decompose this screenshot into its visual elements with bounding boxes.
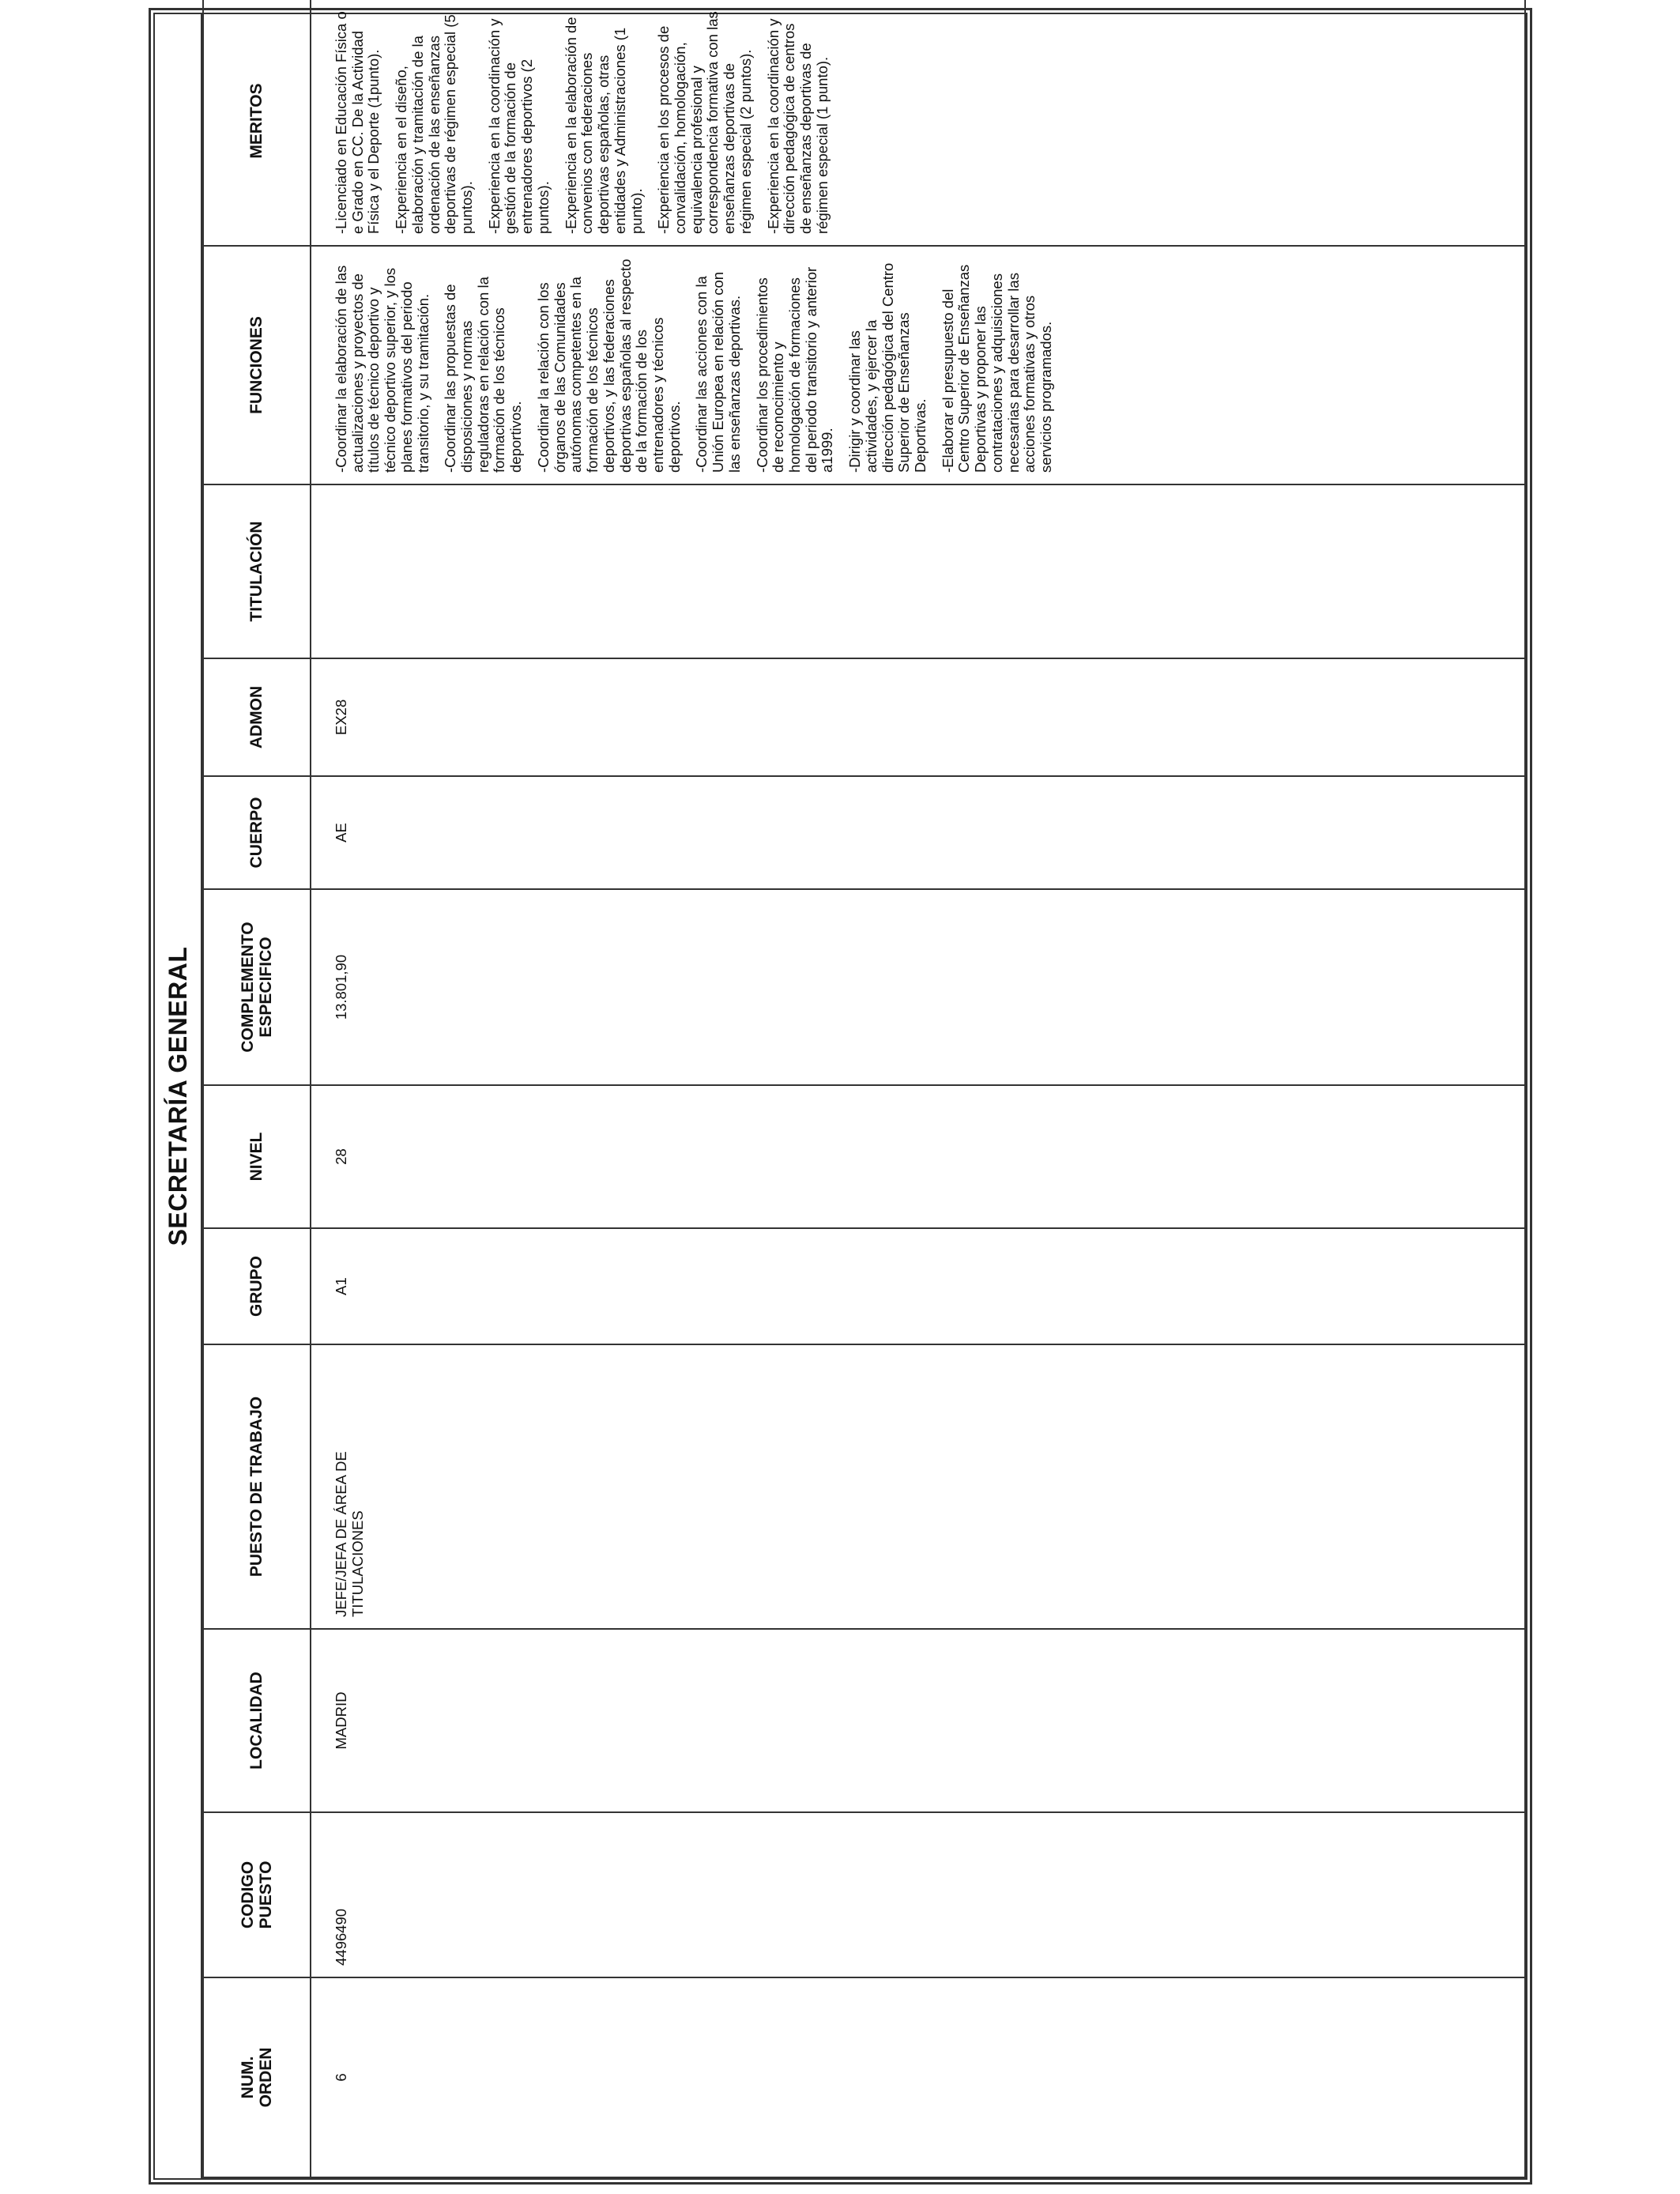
header-grupo	[203, 1228, 311, 1344]
cell-funciones	[311, 246, 1525, 484]
cell-codigo-puesto: 4496490	[311, 1812, 1525, 1977]
table-row	[311, 0, 1525, 2177]
header-funciones	[203, 246, 311, 484]
rotated-table-page	[155, 11, 1526, 2178]
header-nivel	[203, 1085, 311, 1228]
section-title: SECRETARÍA GENERAL	[155, 14, 202, 2178]
cell-grupo: A1	[311, 1228, 1525, 1344]
cell-localidad: MADRID	[311, 1629, 1525, 1812]
header-label: COMPLEMENTO ESPECIFICO	[238, 922, 275, 1053]
cell-puesto-de-trabajo: JEFE/JEFA DE ÁREA DE TITULACIONES	[311, 1344, 1525, 1629]
header-label: GRUPO	[247, 1256, 266, 1318]
header-label: CODIGO PUESTO	[238, 1860, 275, 1929]
header-label: PUESTO DE TRABAJO	[247, 1396, 266, 1578]
cell-admon: EX28	[311, 658, 1525, 776]
header-puesto-de-trabajo	[203, 1344, 311, 1629]
funciones-item: -Elaborar el presupuesto del Centro Superior de Enseñanzas Deportivas y proponer las contrataciones y adquisiciones necesarias para desarrollar las acciones formativas y otros servicios programados.	[939, 264, 1055, 473]
header-label: LOCALIDAD	[247, 1672, 266, 1770]
meritos-item: -Experiencia en la coordinación y dirección pedagógica de centros de enseñanzas deportivas de régimen especial (1 punto).	[764, 18, 831, 234]
header-row	[203, 0, 311, 2177]
header-cuerpo	[203, 776, 311, 889]
header-label: MERITOS	[247, 83, 266, 159]
header-label: FUNCIONES	[247, 316, 266, 414]
funciones-item: -Coordinar la relación con los órganos de las Comunidades autónomas competentes en la formación de los técnicos deportivos, y las federaciones deportivas españolas al respecto de la formación de los entrenadores y técnicos deportivos.	[534, 258, 683, 473]
header-label: TITULACIÓN	[247, 521, 266, 622]
funciones-item: -Coordinar las propuestas de disposiciones y normas reguladoras en relación con la formación de los técnicos deportivos.	[442, 277, 525, 473]
meritos-item: -Experiencia en el diseño, elaboración y tramitación de la ordenación de las enseñanzas deportivas de régimen especial (5 puntos).	[393, 14, 476, 234]
cell-cuerpo: AE	[311, 776, 1525, 889]
header-codigo-puesto	[203, 1812, 311, 1977]
header-label: NIVEL	[247, 1132, 266, 1182]
positions-table	[202, 0, 1526, 2178]
funciones-item: -Coordinar la elaboración de las actualizaciones y proyectos de títulos de técnico deportivo y técnico deportivo superior, y los planes formativos del periodo transitorio, y su tramitación.	[333, 265, 431, 473]
header-label: NUM. ORDEN	[238, 2047, 275, 2108]
header-meritos	[203, 0, 311, 246]
cell-complemento: 13.801,90	[311, 889, 1525, 1085]
cell-num-orden: 6	[311, 1977, 1525, 2177]
funciones-item: -Coordinar las acciones con la Unión Europea en relación con las enseñanzas deportivas.	[693, 271, 743, 473]
meritos-item: -Licenciado en Educación Física o e Grado en CC. De la Actividad Física y el Deporte (1punto).	[333, 11, 382, 234]
cell-titulacion	[311, 484, 1525, 658]
meritos-item: -Experiencia en la elaboración de convenios con federaciones deportivas españolas, otras entidades y Administraciones (1 punto).	[562, 17, 645, 234]
funciones-item: -Dirigir y coordinar las actividades, y ejercer la dirección pedagógica del Centro Superior de Enseñanzas Deportivas.	[846, 262, 929, 473]
header-label: CUERPO	[247, 797, 266, 869]
header-complemento	[203, 889, 311, 1085]
meritos-item: -Experiencia en los procesos de convalidación, homologación, equivalencia profesional y correspondencia formativa con las enseñanzas deportivas de régimen especial (2 puntos).	[655, 11, 754, 234]
cell-meritos	[311, 0, 1525, 246]
funciones-item: -Coordinar los procedimientos de reconocimiento y homologación de formaciones del periodo transitorio y anterior a1999.	[753, 266, 836, 473]
header-localidad	[203, 1629, 311, 1812]
header-admon	[203, 658, 311, 776]
cell-nivel: 28	[311, 1085, 1525, 1228]
meritos-item: -Experiencia en la coordinación y gestión de la formación de entrenadores deportivos (2 puntos).	[485, 18, 552, 234]
header-num-orden	[203, 1977, 311, 2177]
header-titulacion	[203, 484, 311, 658]
header-label: ADMON	[247, 685, 266, 749]
